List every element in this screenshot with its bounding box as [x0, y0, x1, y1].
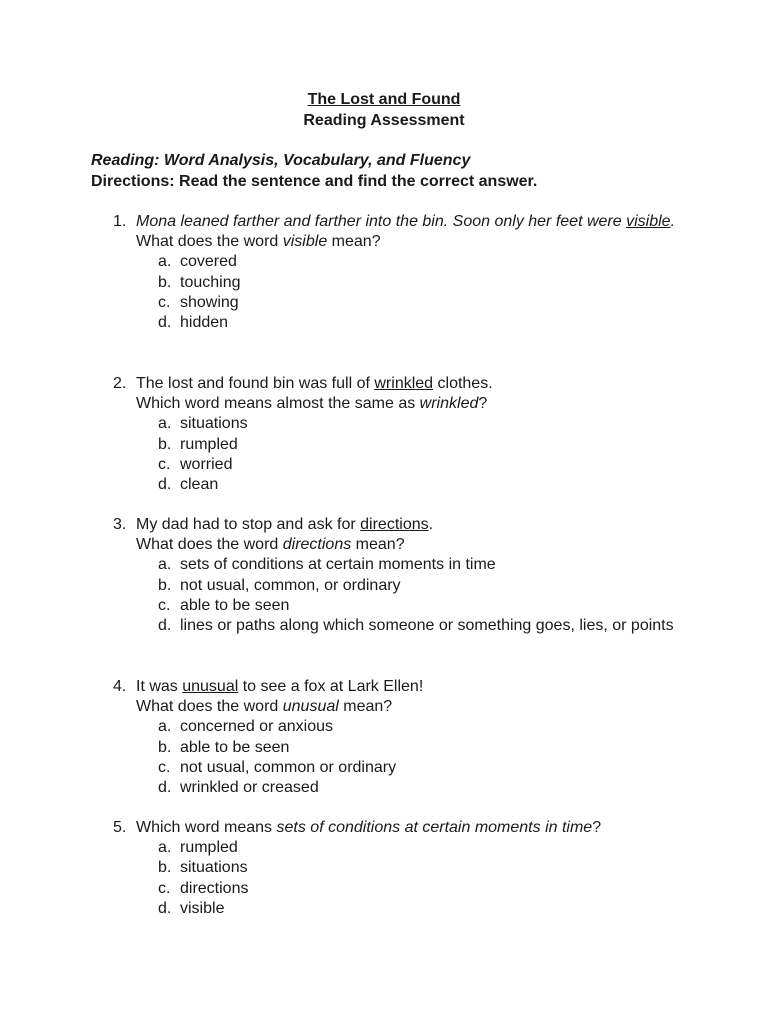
- option-letter: c.: [158, 758, 171, 776]
- stem-target-word: directions: [360, 516, 429, 533]
- answer-option[interactable]: [158, 555, 683, 575]
- stem-text: The lost and found bin was full of: [136, 375, 375, 392]
- option-letter: c.: [158, 455, 171, 473]
- answer-option[interactable]: [158, 313, 683, 333]
- prompt-text-end: ?: [592, 819, 602, 836]
- option-letter: d.: [158, 617, 172, 635]
- answer-option[interactable]: [158, 293, 683, 313]
- option-letter: a.: [158, 718, 172, 736]
- question-number: 1.: [113, 213, 127, 230]
- answer-option[interactable]: [158, 758, 683, 778]
- prompt-target-phrase: sets of conditions at certain moments in time: [276, 819, 593, 836]
- stem-target-word: visible: [626, 213, 671, 230]
- option-letter: d.: [158, 779, 172, 797]
- prompt-target-word: unusual: [282, 698, 339, 716]
- option-letter: b.: [158, 576, 172, 594]
- prompt-text-end: mean?: [351, 536, 405, 554]
- answer-option[interactable]: [158, 899, 683, 919]
- prompt-text: What does the word: [136, 233, 283, 251]
- option-text: not usual, common or ordinary: [180, 758, 397, 776]
- option-text: lines or paths along which someone or something goes, lies, or points: [180, 617, 674, 635]
- answer-option[interactable]: [158, 838, 683, 858]
- answer-option[interactable]: [158, 455, 683, 475]
- prompt-target-word: directions: [282, 536, 352, 554]
- prompt-text-end: mean?: [327, 233, 381, 251]
- answer-options: [113, 414, 683, 495]
- question-1: [113, 212, 683, 333]
- option-text: able to be seen: [180, 738, 290, 756]
- question-number: 4.: [113, 678, 127, 695]
- directions-text: Directions: Read the sentence and find the correct answer.: [91, 173, 538, 190]
- stem-text-end: .: [670, 213, 676, 230]
- answer-option[interactable]: [158, 879, 683, 899]
- option-letter: a.: [158, 556, 172, 574]
- page-title: [0, 91, 768, 109]
- question-3: [113, 515, 683, 636]
- question-prompt: [136, 232, 683, 252]
- option-text: touching: [180, 273, 241, 291]
- option-text: situations: [180, 859, 248, 877]
- prompt-target-word: wrinkled: [419, 395, 479, 413]
- answer-option[interactable]: [158, 717, 683, 737]
- question-5: [113, 818, 683, 919]
- question-2: [113, 374, 683, 495]
- prompt-text: What does the word: [136, 698, 283, 716]
- section-heading: Reading: Word Analysis, Vocabulary, and Fluency: [91, 152, 471, 169]
- answer-option[interactable]: [158, 576, 683, 596]
- option-text: directions: [180, 879, 249, 897]
- option-letter: b.: [158, 738, 172, 756]
- stem-text-end: to see a fox at Lark Ellen!: [238, 678, 424, 695]
- answer-option[interactable]: [158, 435, 683, 455]
- stem-target-word: wrinkled: [374, 375, 434, 392]
- prompt-text: What does the word: [136, 536, 283, 554]
- question-stem: [136, 515, 683, 535]
- question-prompt: [136, 535, 683, 555]
- option-text: covered: [180, 253, 237, 271]
- option-letter: c.: [158, 879, 171, 897]
- answer-options: [113, 252, 683, 333]
- stem-text-end: clothes.: [433, 375, 493, 392]
- stem-text: It was: [136, 678, 183, 695]
- option-text: wrinkled or creased: [180, 779, 319, 797]
- option-text: rumpled: [180, 839, 238, 857]
- option-text: clean: [180, 476, 219, 494]
- answer-option[interactable]: [158, 616, 683, 636]
- answer-option[interactable]: [158, 738, 683, 758]
- option-text: showing: [180, 293, 239, 311]
- page-title-text: The Lost and Found: [307, 91, 461, 108]
- question-number: 5.: [113, 819, 127, 836]
- option-text: sets of conditions at certain moments in time: [180, 556, 496, 574]
- question-stem: [136, 374, 683, 394]
- option-letter: c.: [158, 293, 171, 311]
- option-text: concerned or anxious: [180, 718, 333, 736]
- option-letter: c.: [158, 596, 171, 614]
- option-letter: a.: [158, 415, 172, 433]
- option-letter: d.: [158, 476, 172, 494]
- option-letter: b.: [158, 273, 172, 291]
- prompt-target-word: visible: [282, 233, 328, 251]
- answer-option[interactable]: [158, 596, 683, 616]
- prompt-text-end: mean?: [338, 698, 393, 716]
- option-text: situations: [180, 415, 248, 433]
- stem-text: My dad had to stop and ask for: [136, 516, 361, 533]
- question-4: [113, 677, 683, 798]
- stem-target-word: unusual: [182, 678, 239, 695]
- option-letter: a.: [158, 253, 172, 271]
- option-letter: d.: [158, 899, 172, 917]
- answer-option[interactable]: [158, 778, 683, 798]
- answer-option[interactable]: [158, 858, 683, 878]
- question-stem: [136, 212, 683, 232]
- option-letter: b.: [158, 435, 172, 453]
- answer-options: [113, 717, 683, 798]
- prompt-text: Which word means: [136, 819, 277, 836]
- stem-text: Mona leaned farther and farther into the bin. Soon only her feet were: [136, 213, 627, 230]
- question-number: 2.: [113, 375, 127, 392]
- option-text: hidden: [180, 314, 229, 332]
- answer-option[interactable]: [158, 252, 683, 272]
- option-text: able to be seen: [180, 596, 290, 614]
- answer-options: [113, 555, 683, 636]
- option-text: visible: [180, 899, 225, 917]
- stem-text-end: .: [428, 516, 434, 533]
- option-letter: b.: [158, 859, 172, 877]
- answer-option[interactable]: [158, 475, 683, 495]
- option-text: not usual, common, or ordinary: [180, 576, 401, 594]
- option-letter: d.: [158, 314, 172, 332]
- answer-option[interactable]: [158, 414, 683, 434]
- question-prompt: [136, 394, 683, 414]
- answer-option[interactable]: [158, 273, 683, 293]
- page-subtitle: Reading Assessment: [303, 112, 465, 129]
- question-prompt: [136, 818, 683, 838]
- prompt-text: Which word means almost the same as: [136, 395, 420, 413]
- option-text: rumpled: [180, 435, 238, 453]
- question-prompt: [136, 697, 683, 717]
- answer-options: [113, 838, 683, 919]
- prompt-text-end: ?: [478, 395, 488, 413]
- question-number: 3.: [113, 516, 127, 533]
- question-stem: [136, 677, 683, 697]
- option-text: worried: [180, 455, 233, 473]
- option-letter: a.: [158, 839, 172, 857]
